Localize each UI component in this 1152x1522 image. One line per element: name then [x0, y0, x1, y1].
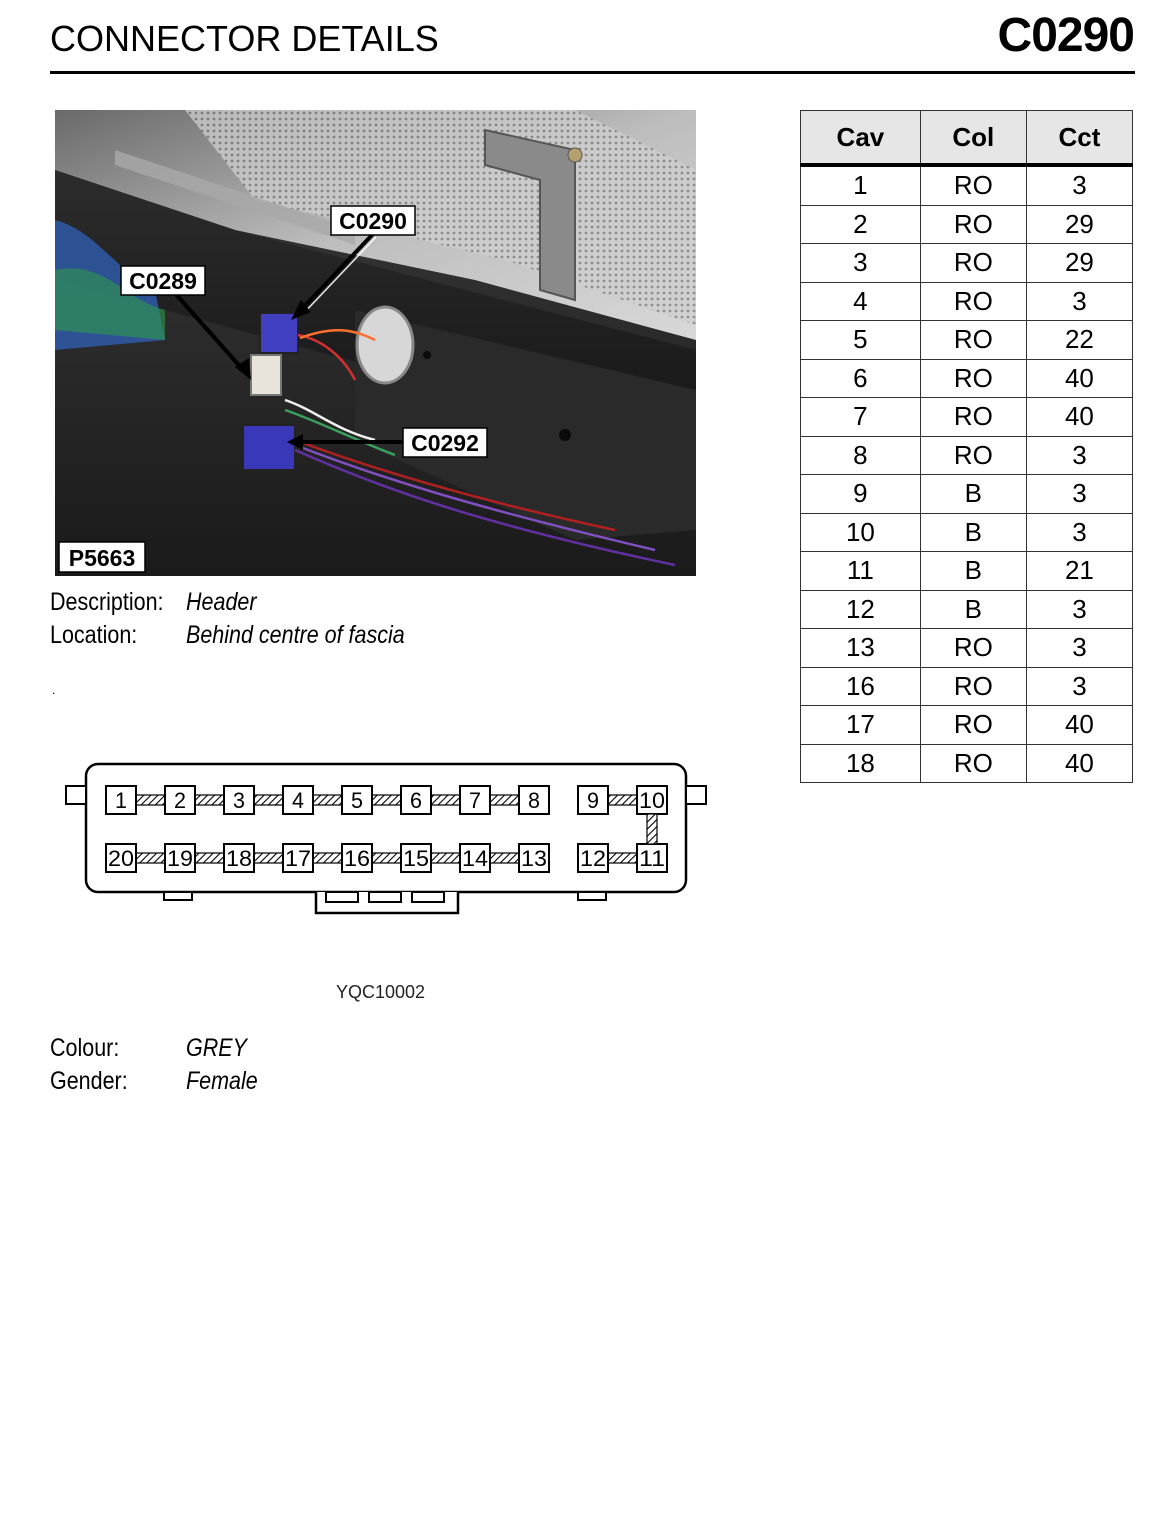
page-title: CONNECTOR DETAILS — [50, 18, 439, 59]
colour-label: Colour: — [50, 1034, 120, 1062]
cell-cct: 29 — [1026, 205, 1132, 244]
cell-cav: 2 — [801, 205, 921, 244]
location-value: Behind centre of fascia — [186, 621, 405, 649]
pin-number: 5 — [351, 788, 363, 813]
table-row — [801, 282, 1133, 321]
cell-col: RO — [920, 165, 1026, 205]
cell-cav: 1 — [801, 165, 921, 205]
cell-col: RO — [920, 244, 1026, 283]
cell-cav: 16 — [801, 667, 921, 706]
table-row — [801, 475, 1133, 514]
stray-dot: . — [52, 683, 56, 697]
pin-number: 17 — [285, 846, 311, 871]
cell-col: RO — [920, 359, 1026, 398]
table-row — [801, 552, 1133, 591]
pin-number: 19 — [167, 846, 193, 871]
pin-link — [136, 795, 165, 805]
cell-col: RO — [920, 744, 1026, 783]
cell-cav: 7 — [801, 398, 921, 437]
cell-cav: 5 — [801, 321, 921, 360]
cell-cav: 12 — [801, 590, 921, 629]
pin-table-header — [801, 111, 1133, 166]
gender-value: Female — [186, 1067, 258, 1095]
colour-row — [50, 1034, 257, 1063]
pin-link — [313, 853, 342, 863]
cell-cav: 13 — [801, 629, 921, 668]
pin-number: 15 — [403, 846, 429, 871]
pin-link — [490, 795, 519, 805]
pin-number: 4 — [292, 788, 304, 813]
pin-link — [372, 795, 401, 805]
cell-cct: 21 — [1026, 552, 1132, 591]
cell-col: RO — [920, 629, 1026, 668]
pin-number: 2 — [174, 788, 186, 813]
pin-link — [490, 853, 519, 863]
description-value: Header — [186, 588, 257, 616]
cell-col: RO — [920, 205, 1026, 244]
connector-face-diagram — [60, 758, 720, 928]
table-row — [801, 590, 1133, 629]
description-label: Description: — [50, 588, 164, 616]
table-row — [801, 398, 1133, 437]
cell-col: RO — [920, 706, 1026, 745]
cell-cav: 18 — [801, 744, 921, 783]
pin-link — [195, 853, 224, 863]
cell-cct: 22 — [1026, 321, 1132, 360]
pin-number: 11 — [639, 846, 665, 871]
table-row — [801, 165, 1133, 205]
cell-cav: 17 — [801, 706, 921, 745]
pin-number: 6 — [410, 788, 422, 813]
cell-col: RO — [920, 321, 1026, 360]
pin-link — [431, 853, 460, 863]
cell-col: B — [920, 590, 1026, 629]
pin-number: 18 — [226, 846, 252, 871]
cell-cav: 8 — [801, 436, 921, 475]
cell-cct: 40 — [1026, 398, 1132, 437]
table-row — [801, 205, 1133, 244]
pin-number: 12 — [580, 846, 606, 871]
pin-link — [372, 853, 401, 863]
table-row — [801, 629, 1133, 668]
pin-link — [136, 853, 165, 863]
cell-col: RO — [920, 398, 1026, 437]
cell-cav: 11 — [801, 552, 921, 591]
pin-link — [608, 795, 637, 805]
pin-number: 7 — [469, 788, 481, 813]
cell-cct: 3 — [1026, 629, 1132, 668]
cell-col: RO — [920, 282, 1026, 321]
connector-location-photo — [55, 110, 696, 576]
pin-link — [608, 853, 637, 863]
cell-cct: 40 — [1026, 744, 1132, 783]
cell-cct: 40 — [1026, 359, 1132, 398]
cell-col: B — [920, 513, 1026, 552]
pin-link — [254, 853, 283, 863]
callout-c0290-label: C0290 — [339, 208, 407, 234]
column-header-cav: Cav — [801, 111, 921, 166]
table-row — [801, 706, 1133, 745]
pin-number: 9 — [587, 788, 599, 813]
table-row — [801, 513, 1133, 552]
cell-cct: 29 — [1026, 244, 1132, 283]
cell-cav: 3 — [801, 244, 921, 283]
table-row — [801, 244, 1133, 283]
cell-cct: 40 — [1026, 706, 1132, 745]
connector-code: C0290 — [997, 9, 1134, 62]
cell-cav: 10 — [801, 513, 921, 552]
pin-number: 10 — [639, 788, 665, 813]
colour-value: GREY — [186, 1034, 247, 1062]
pin-table — [800, 110, 1133, 783]
cell-cav: 6 — [801, 359, 921, 398]
header-divider — [50, 71, 1135, 74]
table-row — [801, 359, 1133, 398]
pin-number: 14 — [462, 846, 488, 871]
table-row — [801, 667, 1133, 706]
description-row — [50, 588, 268, 617]
cell-col: B — [920, 552, 1026, 591]
callout-c0292-label: C0292 — [411, 430, 479, 456]
cell-col: RO — [920, 436, 1026, 475]
pin-link — [195, 795, 224, 805]
pin-number: 20 — [108, 846, 134, 871]
cell-cct: 3 — [1026, 590, 1132, 629]
cell-cav: 9 — [801, 475, 921, 514]
cell-cct: 3 — [1026, 436, 1132, 475]
pin-number: 1 — [115, 788, 127, 813]
pin-link — [313, 795, 342, 805]
column-header-cct: Cct — [1026, 111, 1132, 166]
drawing-code: YQC10002 — [336, 982, 426, 1002]
column-header-col: Col — [920, 111, 1026, 166]
pin-number: 8 — [528, 788, 540, 813]
cell-cct: 3 — [1026, 475, 1132, 514]
pin-link — [647, 814, 657, 844]
cell-col: RO — [920, 667, 1026, 706]
cell-cct: 3 — [1026, 282, 1132, 321]
pin-link — [431, 795, 460, 805]
pin-link — [254, 795, 283, 805]
pin-number: 16 — [344, 846, 370, 871]
cell-cct: 3 — [1026, 667, 1132, 706]
table-row — [801, 436, 1133, 475]
gender-row — [50, 1067, 269, 1096]
cell-col: B — [920, 475, 1026, 514]
location-label: Location: — [50, 621, 138, 649]
table-row — [801, 744, 1133, 783]
photo-ref-label: P5663 — [68, 545, 136, 571]
table-row — [801, 321, 1133, 360]
gender-label: Gender: — [50, 1067, 128, 1095]
callout-c0289-label: C0289 — [129, 268, 197, 294]
cell-cav: 4 — [801, 282, 921, 321]
pin-number: 3 — [233, 788, 245, 813]
cell-cct: 3 — [1026, 513, 1132, 552]
location-row — [50, 621, 440, 650]
cell-cct: 3 — [1026, 165, 1132, 205]
pin-number: 13 — [521, 846, 547, 871]
